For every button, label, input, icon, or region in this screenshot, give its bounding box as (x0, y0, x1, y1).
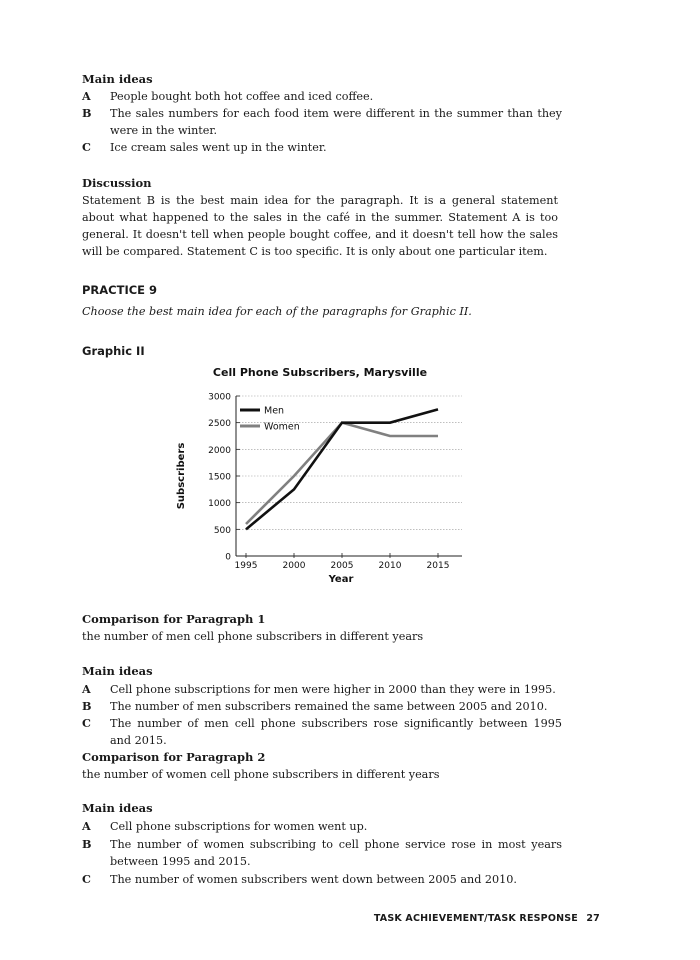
option-text: The number of men subscribers remained the same between 2005 and 2010. (110, 700, 548, 713)
option-text: Cell phone subscriptions for men were higher in 2000 than they were in 1995. (110, 683, 556, 696)
paragraph2-heading: Comparison for Paragraph 2 (82, 750, 266, 764)
x-tick-labels (235, 561, 450, 571)
x-tick-label: 2005 (330, 561, 354, 571)
paragraph1-heading: Comparison for Paragraph 1 (82, 612, 266, 626)
footer-section-title: TASK ACHIEVEMENT/TASK RESPONSE (373, 913, 578, 924)
page-number: 27 (586, 913, 600, 924)
paragraph2-main-ideas-heading: Main ideas (82, 801, 153, 815)
y-tick-label: 0 (225, 552, 231, 563)
option-letter: A (82, 682, 91, 696)
option-letter: A (82, 89, 91, 103)
axes (236, 396, 462, 558)
option-letter: C (82, 140, 91, 154)
x-tick-label: 2010 (378, 561, 402, 571)
option-letter: B (82, 837, 92, 851)
paragraph2-text: the number of women cell phone subscribers in different years (82, 768, 440, 781)
y-axis-label: Subscribers (176, 442, 187, 510)
x-tick-label: 1995 (234, 561, 258, 571)
option-c (82, 139, 562, 156)
discussion-text: Statement B is the best main idea for the paragraph. It is a general statement about what happened to the sales in the café in the summer. Statement A is too general. It doesn't tell when people bought coffee, and it doesn't tell how the sales will be compared. Statement C is too specific. It is only about one particular item. (82, 194, 558, 258)
main-ideas-heading: Main ideas (82, 72, 153, 86)
option-text: The sales numbers for each food item were different in the summer than they were in the winter. (110, 107, 562, 137)
option-text: Ice cream sales went up in the winter. (110, 141, 327, 154)
legend-label-men: Men (264, 405, 285, 417)
legend-label-women: Women (264, 421, 300, 433)
paragraph1-main-ideas-heading: Main ideas (82, 664, 153, 678)
p2-option-c (82, 871, 562, 888)
y-tick-label: 1000 (208, 499, 231, 510)
p1-option-c (82, 715, 562, 749)
x-tick-label: 2000 (282, 561, 306, 571)
discussion-heading: Discussion (82, 176, 152, 190)
option-text: People bought both hot coffee and iced coffee. (110, 90, 374, 103)
y-tick-label: 3000 (208, 392, 231, 403)
option-letter: B (82, 106, 92, 120)
y-tick-label: 2000 (208, 445, 231, 456)
y-tick-labels (208, 393, 231, 563)
option-letter: C (82, 872, 91, 886)
x-axis-label: Year (328, 574, 354, 585)
option-letter: A (82, 819, 91, 833)
x-tick-label: 2015 (426, 561, 450, 571)
option-a (82, 88, 562, 105)
option-letter: C (82, 716, 91, 730)
p2-option-a (82, 818, 562, 835)
practice-instruction: Choose the best main idea for each of the paragraphs for Graphic II. (82, 305, 472, 318)
option-text: The number of men cell phone subscribers rose significantly between 1995 and 2015. (110, 717, 562, 747)
option-letter: B (82, 699, 92, 713)
y-tick-label: 2500 (208, 419, 231, 430)
option-text: The number of women subscribing to cell phone service rose in most years between 1995 and 2015. (110, 838, 562, 868)
chart-title: Cell Phone Subscribers, Marysville (212, 366, 428, 379)
option-text: The number of women subscribers went down between 2005 and 2010. (110, 873, 517, 886)
line-chart (170, 360, 470, 590)
graphic-label: Graphic II (82, 344, 145, 358)
option-b (82, 105, 562, 139)
paragraph1-text: the number of men cell phone subscribers in different years (82, 630, 424, 643)
p2-option-b (82, 836, 562, 870)
legend (240, 406, 300, 433)
practice-heading: PRACTICE 9 (82, 283, 158, 297)
y-tick-label: 500 (213, 525, 231, 536)
option-text: Cell phone subscriptions for women went up. (110, 820, 368, 833)
y-tick-label: 1500 (208, 472, 231, 483)
series-line-women (246, 423, 438, 524)
p1-option-b (82, 698, 562, 715)
p1-option-a (82, 681, 562, 698)
